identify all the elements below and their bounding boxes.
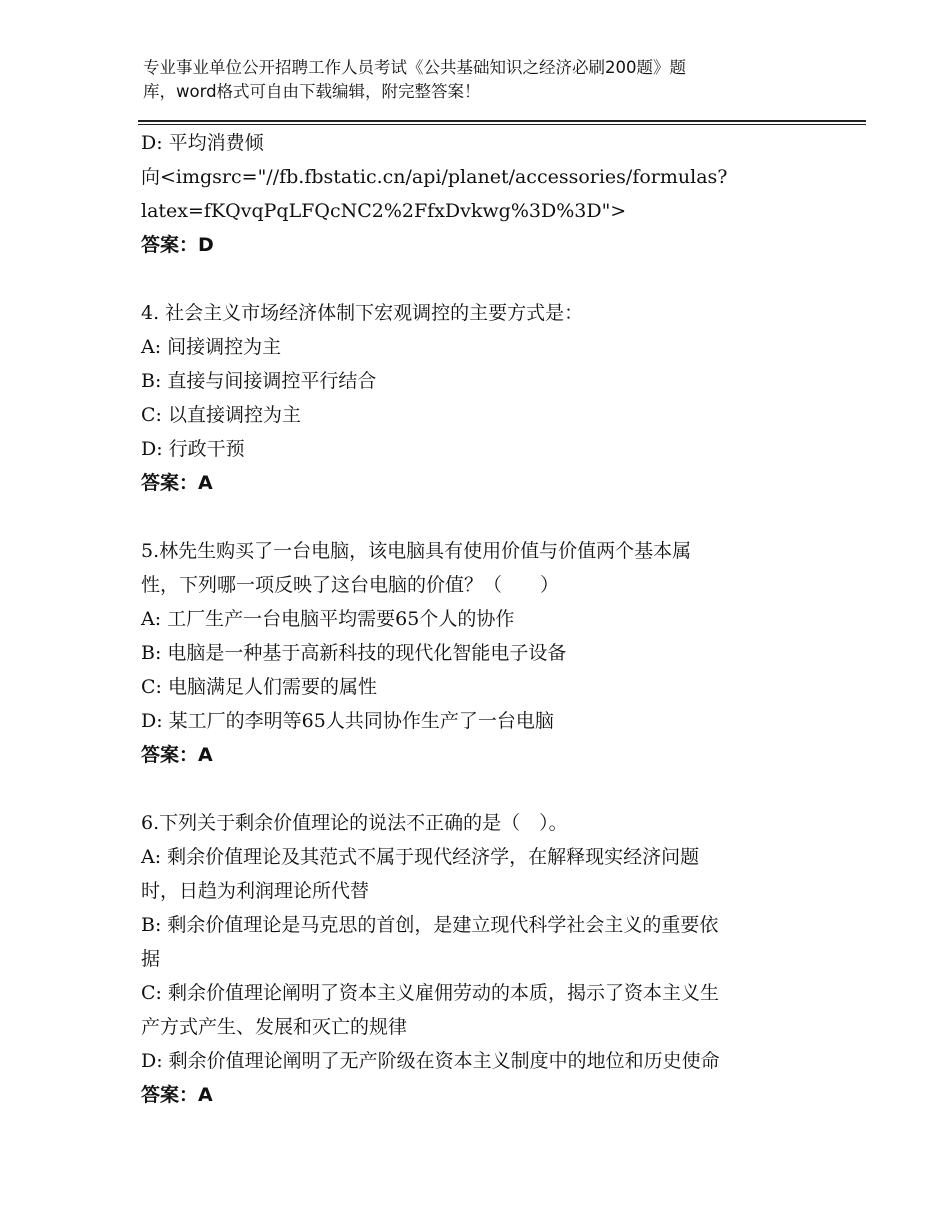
- option-d: D: 行政干预: [141, 438, 245, 460]
- question-4: [141, 296, 821, 500]
- option-d: D: 剩余价值理论阐明了无产阶级在资本主义制度中的地位和历史使命: [141, 1050, 720, 1072]
- option-c: C: 剩余价值理论阐明了资本主义雇佣劳动的本质，揭示了资本主义生: [141, 982, 719, 1004]
- question-stem: 性，下列哪一项反映了这台电脑的价值？（ ）: [141, 574, 560, 596]
- option-b: B: 电脑是一种基于高新科技的现代化智能电子设备: [141, 642, 567, 664]
- header-title-line-2: 库，word格式可自由下载编辑，附完整答案！: [143, 82, 481, 101]
- question-stem: 6.下列关于剩余价值理论的说法不正确的是（ ）。: [141, 812, 568, 834]
- answer: 答案：D: [141, 234, 214, 256]
- question-list: [141, 126, 821, 1112]
- spacer: [141, 772, 821, 806]
- page-header: [143, 56, 793, 104]
- option-c: C: 电脑满足人们需要的属性: [141, 676, 377, 698]
- header-divider-thick: [138, 120, 866, 122]
- answer: 答案：A: [141, 1084, 213, 1106]
- option-c: C: 以直接调控为主: [141, 404, 301, 426]
- question-stem: 4. 社会主义市场经济体制下宏观调控的主要方式是：: [141, 302, 584, 324]
- option-c: 产方式产生、发展和灭亡的规律: [141, 1016, 408, 1038]
- answer: 答案：A: [141, 472, 213, 494]
- option-b: B: 直接与间接调控平行结合: [141, 370, 377, 392]
- header-divider-thin: [138, 124, 866, 125]
- question-stem: 5.林先生购买了一台电脑，该电脑具有使用价值与价值两个基本属: [141, 540, 692, 562]
- question-6: [141, 806, 821, 1112]
- answer: 答案：A: [141, 744, 213, 766]
- option-a: 时，日趋为利润理论所代替: [141, 880, 370, 902]
- option-d: D: 某工厂的李明等65人共同协作生产了一台电脑: [141, 710, 554, 732]
- option-d-line: latex=fKQvqPqLFQcNC2%2FfxDvkwg%3D%3D">: [141, 200, 627, 222]
- option-a: A: 间接调控为主: [141, 336, 282, 358]
- spacer: [141, 500, 821, 534]
- header-title-line-1: 专业事业单位公开招聘工作人员考试《公共基础知识之经济必刷200题》题: [143, 58, 686, 77]
- option-a: A: 剩余价值理论及其范式不属于现代经济学，在解释现实经济问题: [141, 846, 700, 868]
- question-5: [141, 534, 821, 772]
- spacer: [141, 262, 821, 296]
- option-d-line: D: 平均消费倾: [141, 132, 264, 154]
- option-b: 据: [141, 948, 161, 970]
- option-a: A: 工厂生产一台电脑平均需要65个人的协作: [141, 608, 515, 630]
- option-b: B: 剩余价值理论是马克思的首创，是建立现代科学社会主义的重要依: [141, 914, 719, 936]
- option-d-line: 向<imgsrc="//fb.fbstatic.cn/api/planet/accessories/formulas?: [141, 166, 728, 188]
- question-3-tail: [141, 126, 821, 262]
